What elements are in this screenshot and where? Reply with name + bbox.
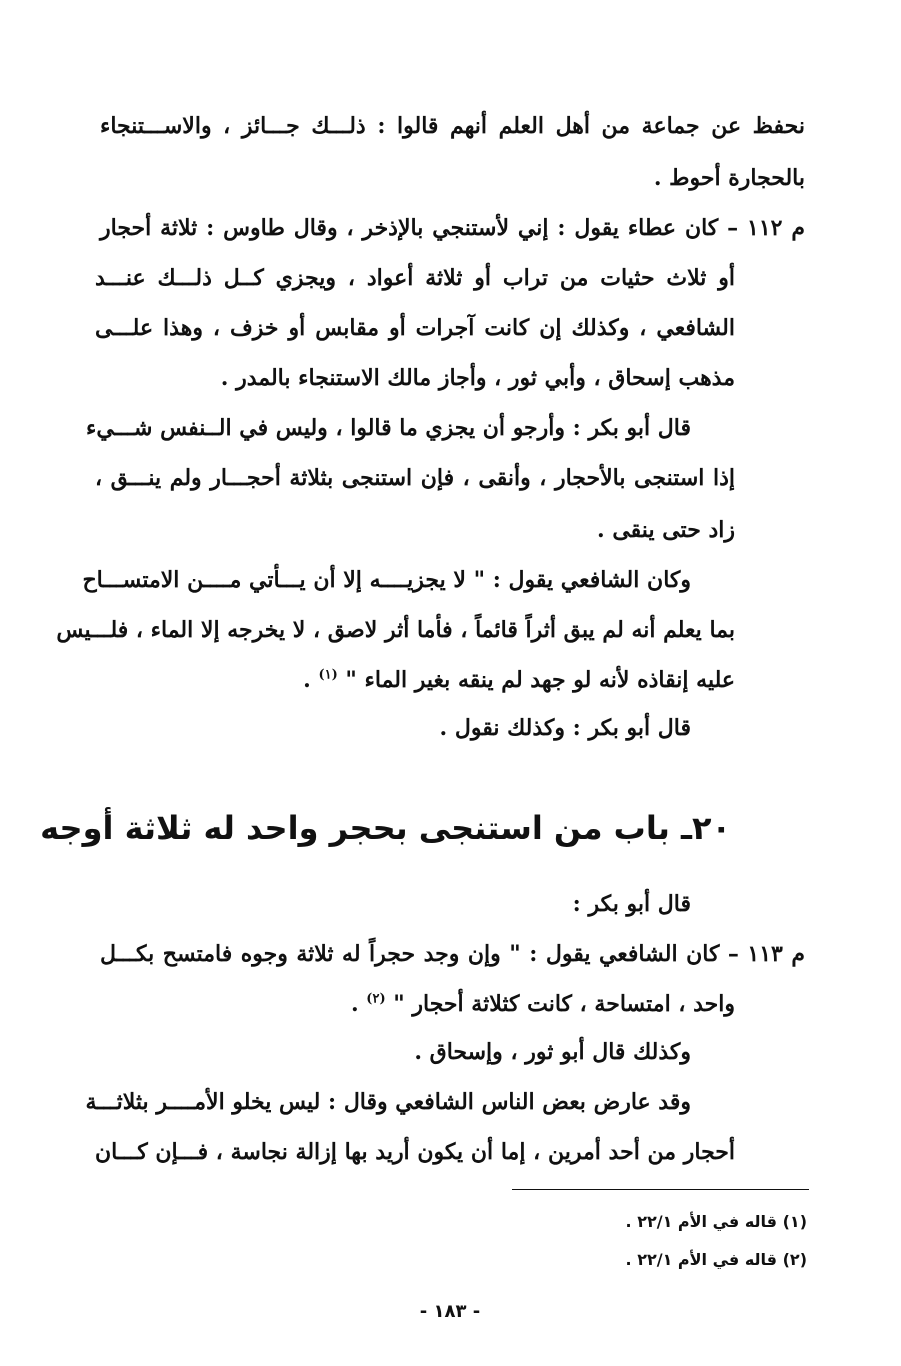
text-line-body: عليه إنقاذه لأنه لو جهد لم ينقه بغير الماء " [345,667,735,693]
footnote [407,1246,807,1274]
text-line [95,658,735,702]
entry-113-line: م ١١٣ – كان الشافعي يقول : " وإن وجد حجراً له ثلاثة وجوه فامتسح بكـــل [100,941,806,967]
footnote-ref: (١) [318,667,338,683]
footnote-mark: (٢) [782,1250,807,1269]
section-heading: ٢٠ـ باب من استنجى بحجر واحد له ثلاثة أوجه [40,809,731,847]
text-line: قال أبو بكر : [572,891,691,917]
text-line: زاد حتى ينقى . [597,517,735,543]
footnote-text: قاله في الأم ٢٢/١ . [625,1212,778,1231]
text-line: قال أبو بكر : وكذلك نقول . [439,715,691,741]
text-line: وكذلك قال أبو ثور ، وإسحاق . [414,1039,691,1065]
page-number: - ١٨٣ - [419,1301,481,1322]
entry-112-line: م ١١٢ – كان عطاء يقول : إني لأستنجي بالإذخر ، وقال طاوس : ثلاثة أحجار [100,215,806,241]
text-line: أو ثلاث حثيات من تراب أو ثلاثة أعواد ، ويجزي كــل ذلـــك عنـــد [95,265,735,291]
text-line: وقد عارض بعض الناس الشافعي وقال : ليس يخلو الأمــــر بثلاثـــة [85,1089,691,1115]
text-line: بالحجارة أحوط . [653,165,805,191]
line-period: . [303,667,311,693]
text-line: مذهب إسحاق ، وأبي ثور ، وأجاز مالك الاستنجاء بالمدر . [220,365,735,391]
text-line: إذا استنجى بالأحجار ، وأنقى ، فإن استنجى بثلاثة أحجـــار ولم ينـــق ، [95,465,735,491]
footnote-mark: (١) [782,1212,807,1231]
text-line: قال أبو بكر : وأرجو أن يجزي ما قالوا ، وليس في الــنفس شـــيء [85,415,691,441]
footnote-separator [512,1189,809,1190]
text-line [95,982,735,1026]
footnote [407,1208,807,1236]
line-period: . [350,991,359,1017]
text-line: نحفظ عن جماعة من أهل العلم أنهم قالوا : ذلـــك جـــائز ، والاســـتنجاء [100,113,805,139]
text-line: بما يعلم أنه لم يبق أثراً قائماً ، فأما أثر لاصق ، لا يخرجه إلا الماء ، فلـــيس [56,617,735,643]
text-line: أحجار من أحد أمرين ، إما أن يكون أريد بها إزالة نجاسة ، فـــإن كـــان [95,1139,735,1165]
text-line: الشافعي ، وكذلك إن كانت آجرات أو مقابس أو خزف ، وهذا علـــى [95,315,735,341]
text-line: وكان الشافعي يقول : " لا يجزيــــه إلا أن يـــأتي مــــن الامتســـاح [82,567,691,593]
text-line-body: واحد ، امتساحة ، كانت كثلاثة أحجار " [393,991,735,1017]
footnote-ref: (٢) [366,991,386,1007]
footnote-text: قاله في الأم ٢٢/١ . [625,1250,778,1269]
